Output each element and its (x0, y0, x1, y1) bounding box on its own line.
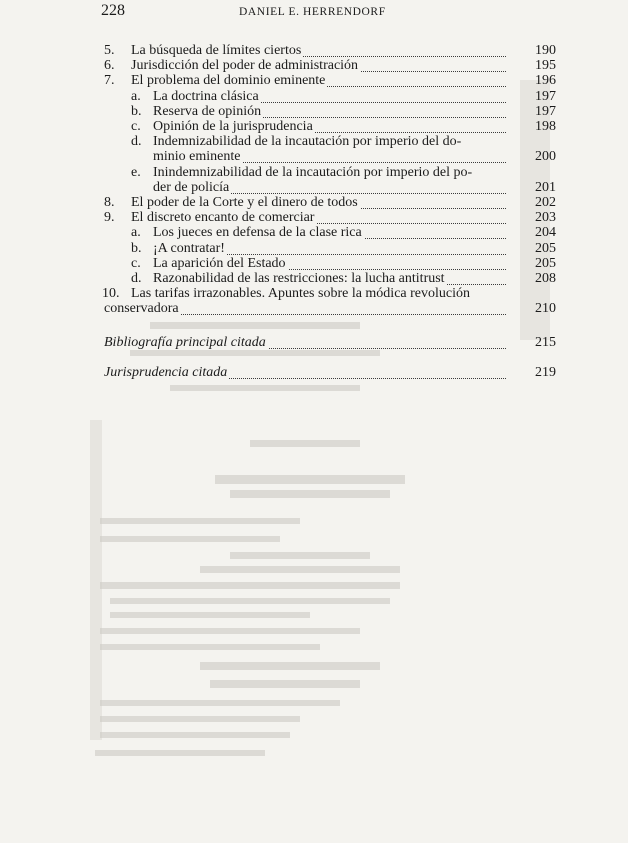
entry-page: 210 (535, 301, 556, 317)
entry-letter: c. (131, 255, 141, 271)
entry-text: El poder de la Corte y el dinero de todos (131, 195, 358, 210)
entry-page: 215 (535, 334, 556, 350)
toc-entry (0, 364, 628, 382)
entry-letter: c. (131, 119, 141, 134)
entry-text: Las tarifas irrazonables. Apuntes sobre la módica revolución (131, 286, 470, 302)
entry-text: El discreto encanto de comerciar (131, 210, 315, 226)
entry-text: Reserva de opinión (153, 103, 262, 119)
entry-page: 219 (535, 364, 556, 380)
entry-text: La búsqueda de límites ciertos (131, 43, 302, 58)
entry-page: 202 (535, 195, 556, 210)
entry-text: La doctrina clásica (153, 88, 259, 104)
entry-page: 205 (535, 255, 556, 271)
entry-text-wrap (131, 285, 506, 303)
entry-text: conservadora (104, 301, 179, 317)
entry-letter: e. (131, 164, 141, 180)
entry-number: 9. (104, 210, 115, 226)
entry-page: 197 (535, 103, 556, 119)
entry-number: 7. (104, 73, 115, 89)
entry-page: 195 (535, 58, 556, 74)
entry-text: Inindemnizabilidad de la incautación por imperio del po- (153, 164, 473, 180)
entry-letter: a. (131, 88, 141, 104)
page-header (0, 2, 628, 22)
entry-text: der de policía (153, 179, 230, 195)
entry-letter: d. (131, 271, 142, 286)
running-head: DANIEL E. HERRENDORF (239, 6, 386, 18)
entry-letter: d. (131, 134, 142, 150)
entry-letter: b. (131, 103, 142, 119)
entry-page: 203 (535, 210, 556, 226)
toc-entry (0, 334, 628, 352)
entry-text: Bibliografía principal citada (104, 334, 266, 350)
entry-page: 200 (535, 149, 556, 165)
entry-page: 198 (535, 119, 556, 134)
entry-number: 6. (104, 58, 115, 74)
entry-number: 8. (104, 195, 115, 210)
entry-text-wrap (153, 164, 506, 182)
entry-page: 205 (535, 240, 556, 256)
page-number: 228 (101, 2, 125, 19)
entry-text: La aparición del Estado (153, 255, 286, 271)
entry-text: Jurisprudencia citada (104, 364, 228, 380)
entry-letter: b. (131, 240, 142, 256)
entry-page: 204 (535, 225, 556, 241)
toc-entry (0, 300, 628, 318)
entry-number: 10. (102, 286, 120, 302)
entry-page: 190 (535, 43, 556, 58)
entry-text: ¡A contratar! (153, 240, 225, 256)
entry-text: Jurisdicción del poder de administración (131, 58, 359, 74)
entry-text: Indemnizabilidad de la incautación por imperio del do- (153, 134, 462, 150)
entry-text: Los jueces en defensa de la clase rica (153, 225, 362, 241)
entry-page: 201 (535, 179, 556, 195)
entry-text: Opinión de la jurisprudencia (153, 119, 313, 134)
entry-letter: a. (131, 225, 141, 241)
entry-text: El problema del dominio eminente (131, 73, 326, 89)
entry-page: 197 (535, 88, 556, 104)
entry-text: Razonabilidad de las restricciones: la lucha antitrust (153, 271, 445, 286)
entry-page: 196 (535, 73, 556, 89)
entry-text: minio eminente (153, 149, 241, 165)
entry-number: 5. (104, 43, 115, 58)
entry-page: 208 (535, 271, 556, 286)
